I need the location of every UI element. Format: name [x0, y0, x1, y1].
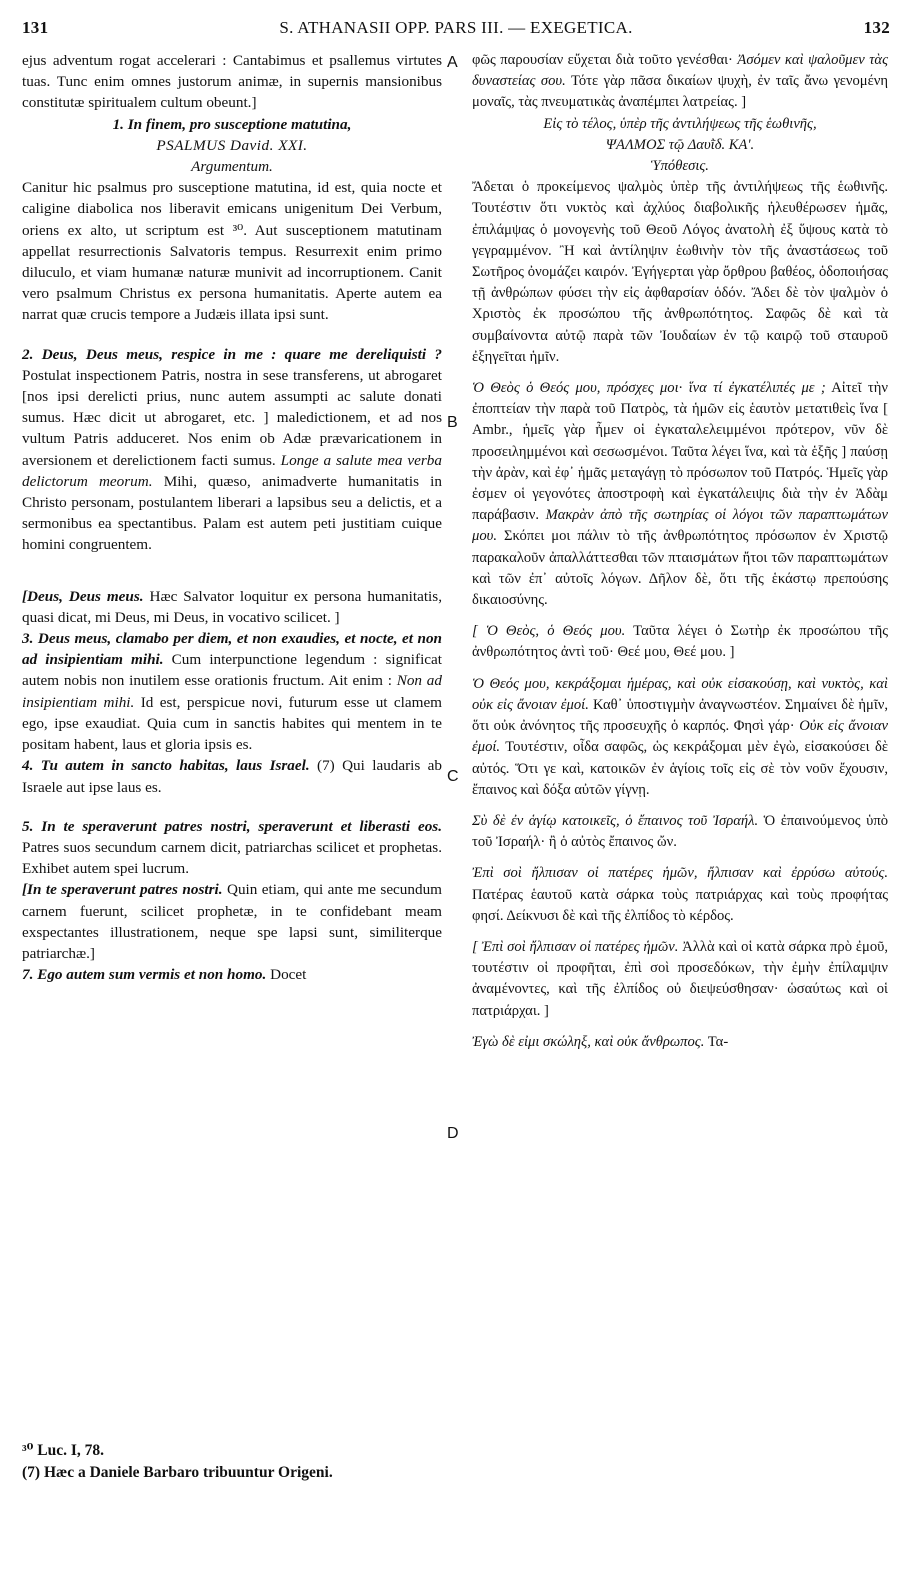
latin-verse-4: 4. Tu autem in sancto habitas, laus Israel. (7) Qui laudaris ab Israele aut ipse laus es.	[22, 757, 442, 796]
page-header	[22, 18, 890, 44]
page-number-left: 131	[22, 18, 49, 37]
latin-verse-5: 5. In te speraverunt patres nostri, speraverunt et liberasti eos. Patres suos secundum carnem dicit, patriarchas scilicet et prophetas. Exhibet autem spei lucrum.	[22, 817, 442, 878]
latin-psalm-title-line1: 1. In finem, pro susceptione matutina,	[112, 115, 352, 133]
greek-argument: Ἄδεται ὁ προκείμενος ψαλμὸς ὑπὲρ τῆς ἀντιλήψεως τῆς ἑωθινῆς. Τουτέστιν ὅτι νυκτὸς καὶ ἀχλύος διαβολικῆς ἠλευθέρωσεν ἡμᾶς, ἐπιλάμψας ὁ μονογενὴς τοῦ Θεοῦ Λόγος ἀνατολὴ ἐξ ὕψους κατὰ τὸ γεγραμμένον. Ἢ καὶ ἀντίληψιν ἑωθινὴν τὸν τῆς ἀναστάσεως τοῦ Σωτῆρος ὀνομάζει καιρόν. Ἐγήγερται γὰρ ὄρθρου βαθέος, ὁδοποιήσας τῇ ἀνθρώπων φύσει τὴν εἰς ἀφθαρσίαν ὁδόν. Ἄδει δὲ τὸν ψαλμὸν ὁ Χριστὸς ἐκ προσώπου τῆς ἀνθρωπότητος. Σαφῶς δὲ καὶ τὰ συμβαίνοντα αὐτῷ παρὰ τῶν Ἰουδαίων ἐν τῷ καιρῷ τοῦ σταυροῦ ἐξηγεῖται ἡμῖν.	[472, 179, 888, 365]
margin-marker-b: B	[447, 414, 458, 431]
footnote-30: ³⁰ Luc. I, 78.	[22, 1442, 105, 1459]
margin-marker-a: A	[447, 54, 458, 71]
latin-verse-2-note: [Deus, Deus meus. Hæc Salvator loquitur ex persona humanitatis, quasi dicat, mi Deus, mi Deus, in vocativo scilicet. ]	[22, 587, 442, 626]
greek-verse-7: Ἐγὼ δὲ εἰμι σκώληξ, καὶ οὐκ ἄνθρωπος. Τα-	[472, 1033, 729, 1050]
latin-argument-heading: Argumentum.	[191, 158, 273, 176]
margin-marker-c: C	[447, 768, 459, 785]
latin-argument: Canitur hic psalmus pro susceptione matutina, id est, quia nocte et caligine diabolica nos liberavit emicans unigenitum Dei Verbum, oriens ex alto, ut scriptum est ³⁰. Aut susceptionem matutinam appellat resurrectionis Salvatoris tempus. Resurrexit enim primo diluculo, et viam humanæ naturæ munivit ad incorruptionem. Canit vero psalmum Christus ex persona humanitatis. Aperte autem ea narrat quæ crucis tempore a Judæis illata ipsi sunt.	[22, 179, 442, 324]
footnotes	[22, 1440, 442, 1484]
greek-verse-2: Ὁ Θεὸς ὁ Θεός μου, πρόσχες μοι· ἵνα τί ἐγκατέλιπές με ; Αἰτεῖ τὴν ἐποπτείαν τὴν παρὰ τοῦ Πατρὸς, τὰ ἡμῶν εἰς ἑαυτὸν μετατιθεὶς ἵνα [ Ambr., ἡμεῖς γὰρ ἦμεν οἱ ἐγκαταλελειμμένοι πρότερον, νῦν δὲ προσειλημμένοι καὶ σεσωσμένοι. Ταῦτα λέγει ἵνα, καὶ τὰ ἑξῆς ] παύσῃ τὴν ἀρὰν, καὶ ἐφ᾽ ἡμᾶς μεταγάγῃ τὸ πρόσωπον τοῦ Πατρός. Ἡμεῖς γὰρ ἐσμεν οἱ γεγονότες ἀποστροφὴ καὶ ἐγκατάλειψις διὰ τὴν ἐν Ἀδὰμ παράβασιν. Μακρὰν ἀπὸ τῆς σωτηρίας οἱ λόγοι τῶν παραπτωμάτων μου. Σκόπει μοι πάλιν τὸ τῆς ἀνθρωπότητος πρόσωπον ἐν Χριστῷ παρακαλοῦν ἀπαλλάττεσθαι τῶν πταισμάτων ἤτοι τῶν παραπτωμάτων καὶ τῶν ἐπ᾽ αὐτοῖς λόγων. Δῆλον δὲ, ὅτι τῆς ἑκάστῳ πρεπούσης δικαιοσύνης.	[472, 380, 888, 609]
footnote-7: (7) Hæc a Daniele Barbaro tribuuntur Origeni.	[22, 1464, 333, 1481]
latin-verse-7: 7. Ego autem sum vermis et non homo. Docet	[22, 966, 307, 984]
margin-marker-d: D	[447, 1125, 459, 1142]
greek-verse-5-note: [ Ἐπὶ σοὶ ἤλπισαν οἱ πατέρες ἡμῶν. Ἀλλὰ καὶ οἱ κατὰ σάρκα πρὸ ἐμοῦ, τουτέστιν οἱ προφῆται, ἐπὶ σοὶ προσεδόκων, τὴν ἐμὴν ἐπίλαμψιν ἀναμένοντες, καὶ τῆς ἐλπίδος οὐ διεψεύσθησαν· ὡσαύτως καὶ οἱ πατριάρχαι. ]	[472, 938, 888, 1019]
greek-psalm-title-line1: Εἰς τὸ τέλος, ὑπὲρ τῆς ἀντιλήψεως τῆς ἑωθινῆς,	[543, 115, 817, 132]
latin-column	[22, 50, 442, 985]
running-title: S. ATHANASII OPP. PARS III. — EXEGETICA.	[279, 18, 633, 37]
latin-verse-2: 2. Deus, Deus meus, respice in me : quare me dereliquisti ? Postulat inspectionem Patris, nostra in sese transferens, ut abrogaret [nos ipsi derelicti prius, nunc autem assumpti ac salute donati sumus. Hæc dicit ut abrogaret, etc. ] maledictionem, et ad nos vultum Patris adduceret. Nos enim ob Adæ prævaricationem in aversionem et derelictionem facti sumus. Longe a salute mea verba delictorum meorum. Mihi, quæso, animadverte humanitatis in Christo personam, postulantem liberari a lapsibus seu a delictis, et a sermonibus ea spectantibus. Palam est autem peti justitiam cuique homini congruentem.	[22, 345, 442, 554]
latin-verse-3: 3. Deus meus, clamabo per diem, et non exaudies, et nocte, et non ad insipientiam mihi. Cum interpunctione legendum : significat autem nobis non inutilem esse orationis fructum. Ait enim : Non ad insipientiam mihi. Id est, perspicue novi, futurum esse ut clamem ego, ipse exaudiat. Quia cum in sanctis habites qui mentem in te positam habent, laus et gloria ipsis es.	[22, 630, 443, 754]
greek-argument-heading: Ὑπόθεσις.	[651, 158, 709, 175]
greek-verse-5: Ἐπὶ σοὶ ἤλπισαν οἱ πατέρες ἡμῶν, ἤλπισαν καὶ ἐρρύσω αὐτούς. Πατέρας ἑαυτοῦ κατὰ σάρκα τοὺς πατριάρχας καὶ τοὺς προφήτας φησί. Δείκνυσι δὲ καὶ τῆς ἐλπίδος τὸ κέρδος.	[472, 865, 888, 924]
greek-psalm-title-line2: ΨΑΛΜΟΣ τῷ Δαυῒδ. ΚΑʹ.	[605, 136, 755, 153]
greek-verse-3: Ὁ Θεός μου, κεκράξομαι ἡμέρας, καὶ οὐκ εἰσακούσῃ, καὶ νυκτὸς, καὶ οὐκ εἰς ἄνοιαν ἐμοί. Καθ᾽ ὑποστιγμὴν ἀναγνωστέον. Σημαίνει δὲ ἡμῖν, ὅτι οὐκ ἀνόνητος τῆς προσευχῆς ὁ καρπός. Φησὶ γάρ· Οὐκ εἰς ἄνοιαν ἐμοί. Τουτέστιν, οἶδα σαφῶς, ὡς κεκράξομαι μὲν ἐγὼ, εἰσακούσει δὲ αὐτός. Ὅτι γε καὶ, κατοικῶν ἐν ἁγίοις τοῖς εἰς σὲ τὸν νοῦν ἔχουσιν, ἔπαινος καὶ δόξα αὐτῶν γίγνῃ.	[472, 675, 889, 798]
latin-verse-5-note: [In te speraverunt patres nostri. Quin etiam, qui ante me secundum carnem fuerunt, scilicet prophetæ, in te confidebant meam exspectantes illustrationem, neque spe lapsi sunt, similiterque patriarchæ.]	[22, 881, 442, 962]
greek-intro: φῶς παρουσίαν εὔχεται διὰ τοῦτο γενέσθαι· Ἀσόμεν καὶ ψαλοῦμεν τὰς δυναστείας σου. Τότε γὰρ πᾶσα δικαίων ψυχὴ, ἐν ταῖς ἄνω γενομένη μοναῖς, τὰς πνευματικὰς ἀναπέμπει λατρείας. ]	[472, 52, 889, 111]
latin-intro: ejus adventum rogat accelerari : Cantabimus et psallemus virtutes tuas. Tunc enim omnes justorum animæ, in supernis mansionibus constitutæ spiritualem cultum obeunt.]	[22, 52, 442, 112]
latin-psalm-title-line2: PSALMUS David. XXI.	[156, 136, 308, 154]
greek-verse-4: Σὺ δὲ ἐν ἁγίῳ κατοικεῖς, ὁ ἔπαινος τοῦ Ἰσραήλ. Ὁ ἐπαινούμενος ὑπὸ τοῦ Ἰσραήλ· ἢ ὁ αὐτὸς ἔπαινος ὤν.	[472, 812, 888, 851]
greek-column	[472, 50, 888, 1053]
greek-verse-2-note: [ Ὁ Θεὸς, ὁ Θεός μου. Ταῦτα λέγει ὁ Σωτὴρ ἐκ προσώπου τῆς ἀνθρωπότητος ἀντὶ τοῦ· Θεέ μου, Θεέ μου. ]	[472, 623, 888, 661]
page-number-right: 132	[863, 18, 890, 37]
